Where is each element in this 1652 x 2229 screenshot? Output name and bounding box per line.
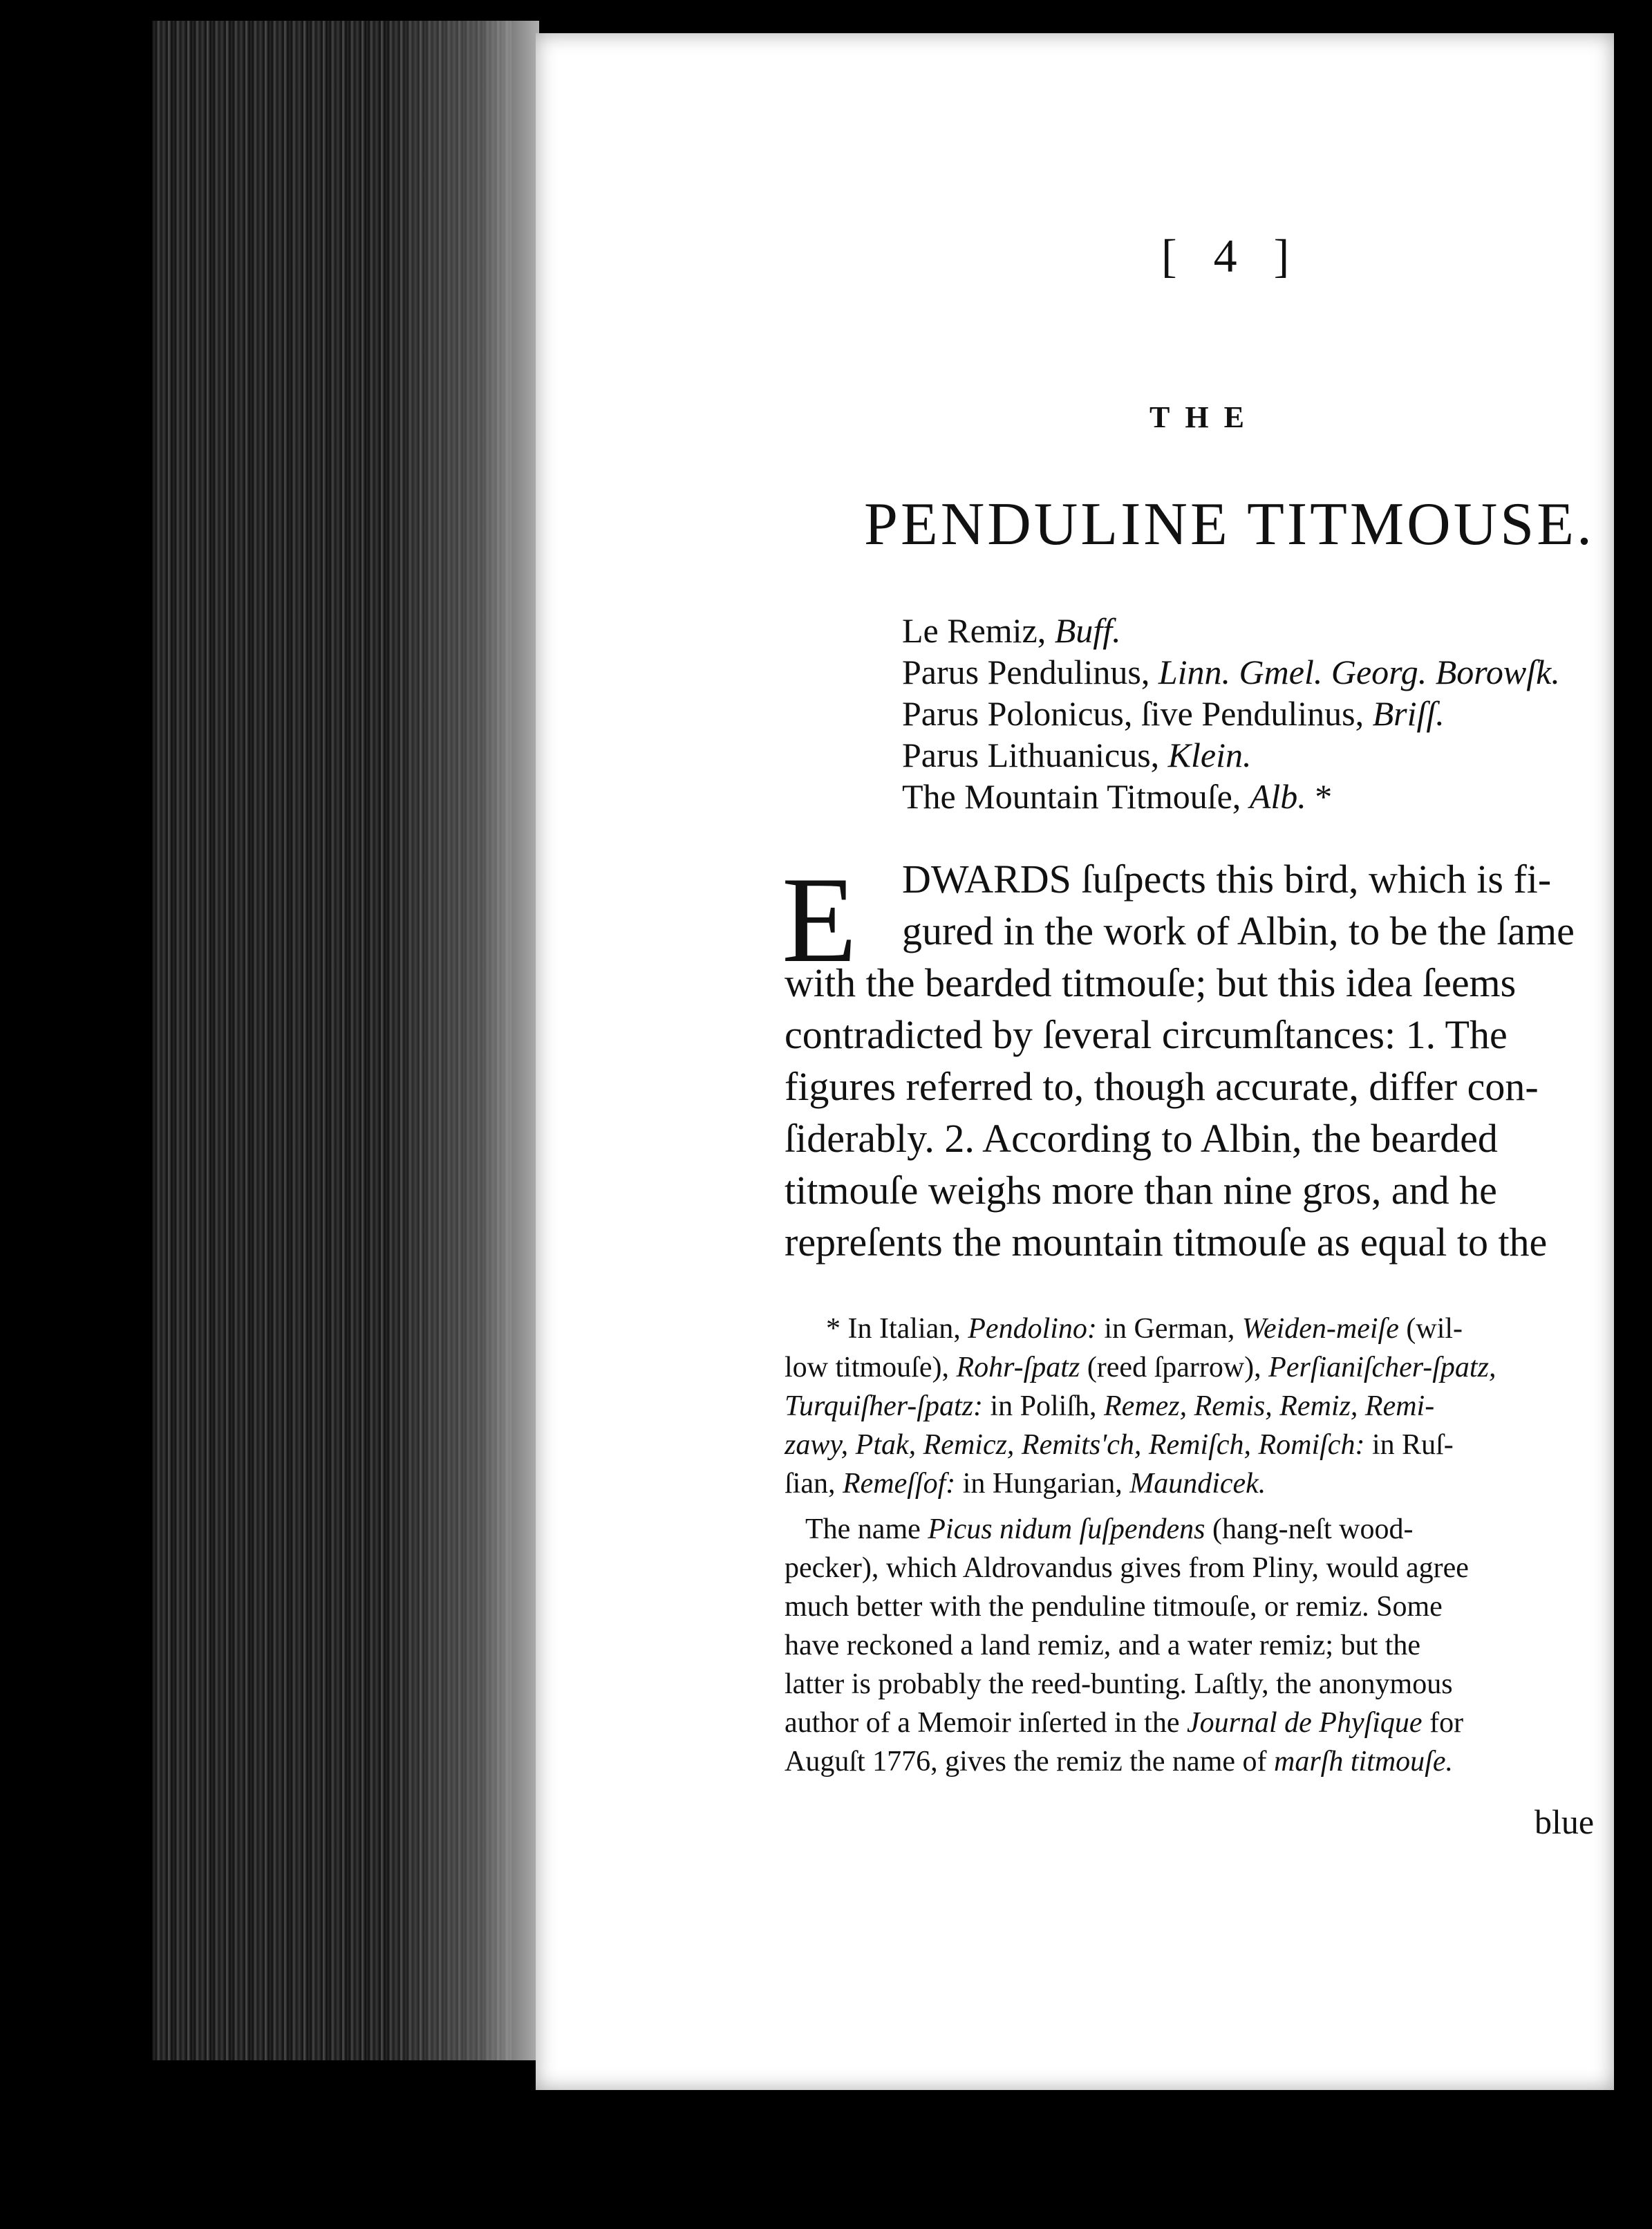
footnote-line: have reckoned a land remiz, and a water remiz; but the (785, 1630, 1421, 1661)
body-line: ſiderably. 2. According to Albin, the bearded (785, 1116, 1498, 1161)
page-number: [ 4 ] (1161, 230, 1302, 282)
footnote-line: Auguſt 1776, gives the remiz the name of marſh titmouſe. (785, 1746, 1453, 1778)
footnote-line: pecker), which Aldrovandus gives from Pliny, would agree (785, 1552, 1469, 1584)
footnote-line: Turquiſher-ſpatz: in Poliſh, Remez, Remis, Remiz, Remi- (785, 1390, 1435, 1422)
footnote-line: much better with the penduline titmouſe, or remiz. Some (785, 1591, 1443, 1623)
page-title: PENDULINE TITMOUSE. (864, 491, 1595, 558)
footnote-line: author of a Memoir inſerted in the Journal de Phyſique for (785, 1707, 1464, 1739)
body-line: titmouſe weighs more than nine gros, and he (785, 1168, 1497, 1213)
footnote-line: low titmouſe), Rohr-ſpatz (reed ſparrow), Perſianiſcher-ſpatz, (785, 1352, 1496, 1383)
footnote-line: * In Italian, Pendolino: in German, Weiden-meiſe (wil- (826, 1313, 1463, 1345)
catchword: blue (1534, 1802, 1595, 1841)
book-gutter-shadow (387, 21, 539, 2060)
footnote-line: ſian, Remeſſof: in Hungarian, Maundicek. (785, 1468, 1266, 1500)
body-line: gured in the work of Albin, to be the ſame (902, 908, 1575, 953)
body-line: contradicted by ſeveral circumſtances: 1. The (785, 1012, 1508, 1057)
book-page (536, 33, 1614, 2090)
drop-cap: E (782, 851, 857, 988)
footnote-line: zawy, Ptak, Remicz, Remits'ch, Remiſch, Romiſch: in Ruſ- (785, 1429, 1454, 1461)
synonym-line: Parus Pendulinus, Linn. Gmel. Georg. Borowſk. (902, 653, 1560, 691)
synonym-line: Parus Polonicus, ſive Pendulinus, Briſſ. (902, 694, 1445, 733)
footnote-line: latter is probably the reed-bunting. Laſtly, the anonymous (785, 1668, 1453, 1700)
footnote-line: The name Picus nidum ſuſpendens (hang-neſt wood- (805, 1513, 1414, 1545)
body-line: repreſents the mountain titmouſe as equal to the (785, 1220, 1548, 1265)
synonym-line: Parus Lithuanicus, Klein. (902, 736, 1252, 774)
synonym-line: The Mountain Titmouſe, Alb. * (902, 777, 1333, 816)
title-kicker: THE (1149, 400, 1259, 434)
body-line: with the bearded titmouſe; but this idea ſeems (785, 960, 1517, 1005)
body-line: figures referred to, though accurate, differ con- (785, 1064, 1539, 1109)
synonym-line: Le Remiz, Buff. (902, 611, 1121, 650)
body-line: DWARDS ſuſpects this bird, which is fi- (902, 857, 1552, 902)
